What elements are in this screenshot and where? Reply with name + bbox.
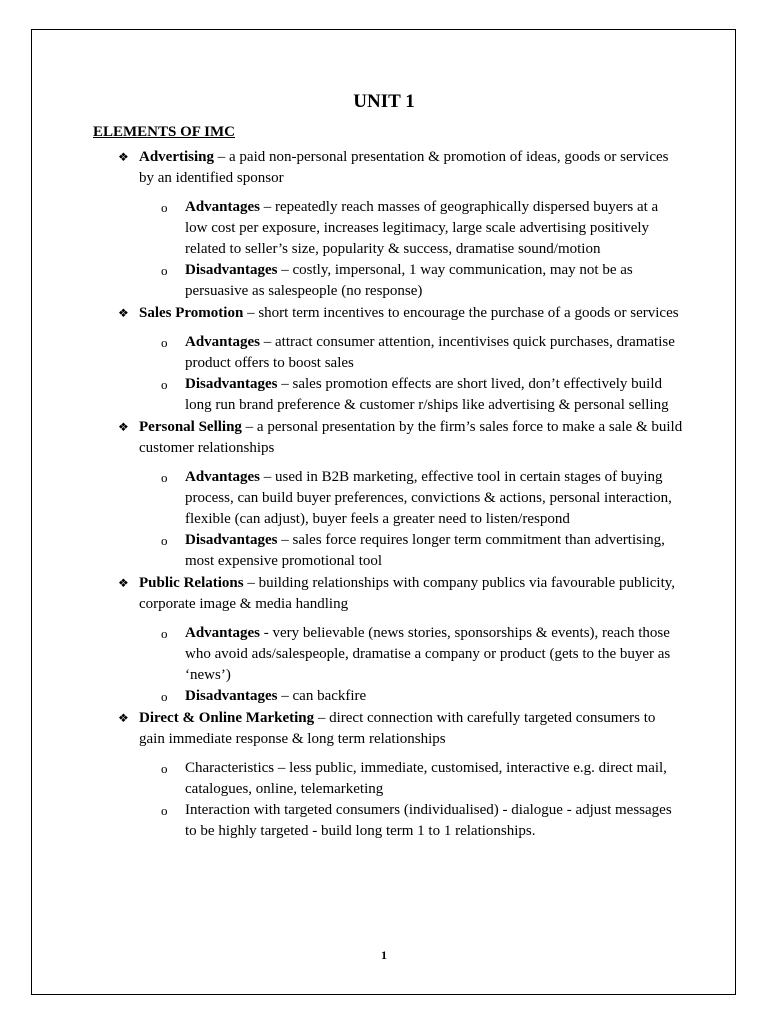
element-term: Advertising (139, 149, 214, 165)
element-personal-selling (93, 417, 683, 572)
diamond-bullet-icon: ❖ (118, 150, 129, 164)
diamond-bullet-icon: ❖ (118, 306, 129, 320)
sub-list (139, 197, 683, 302)
sub-item-disadvantages (93, 374, 683, 416)
sub-item-advantages (93, 467, 683, 530)
sub-item-disadvantages (93, 686, 683, 707)
page-title: UNIT 1 (353, 91, 415, 112)
circle-bullet-icon: o (161, 200, 168, 215)
element-advertising (93, 147, 683, 302)
element-desc: – building relationships with company publics via favourable publicity, corporate image & media handling (139, 575, 676, 612)
element-direct-online-marketing (93, 708, 683, 842)
sub-item-advantages (93, 623, 683, 686)
sub-list (139, 623, 683, 707)
element-term: Direct & Online Marketing (139, 710, 315, 726)
element-desc: – a paid non-personal presentation & promotion of ideas, goods or services by an identified sponsor (139, 149, 669, 186)
element-term: Personal Selling (139, 419, 242, 435)
sub-item-advantages (93, 197, 683, 260)
sub-term: Advantages (185, 469, 261, 485)
element-lead (139, 147, 683, 189)
element-desc: – a personal presentation by the firm’s sales force to make a sale & build customer relationships (139, 419, 683, 456)
sub-term: Disadvantages (185, 688, 278, 704)
element-lead (139, 708, 683, 750)
element-term: Public Relations (139, 575, 244, 591)
element-desc: – direct connection with carefully targeted consumers to gain immediate response & long term relationships (139, 710, 656, 747)
element-term: Sales Promotion (139, 305, 244, 321)
sub-desc: – sales promotion effects are short lived, don’t effectively build long run brand preference & customer r/ships like advertising & personal selling (185, 376, 669, 413)
element-lead (139, 417, 683, 459)
sub-term: Disadvantages (185, 262, 278, 278)
sub-term: Disadvantages (185, 532, 278, 548)
circle-bullet-icon: o (161, 533, 168, 548)
sub-desc: - very believable (news stories, sponsorships & events), reach those who avoid ads/salespeople, dramatise a company or product (gets to the buyer as ‘news’) (185, 625, 671, 683)
sub-desc: Characteristics – less public, immediate, customised, interactive e.g. direct mail, catalogues, online, telemarketing (185, 760, 667, 797)
diamond-bullet-icon: ❖ (118, 711, 129, 725)
sub-item-characteristics (93, 758, 683, 800)
circle-bullet-icon: o (161, 803, 168, 818)
circle-bullet-icon: o (161, 377, 168, 392)
sub-list (139, 467, 683, 572)
sub-list (139, 758, 683, 842)
sub-term: Advantages (185, 199, 261, 215)
elements-list (93, 147, 683, 842)
sub-item-disadvantages (93, 530, 683, 572)
circle-bullet-icon: o (161, 263, 168, 278)
sub-desc: – costly, impersonal, 1 way communication, may not be as persuasive as salespeople (no response) (185, 262, 633, 299)
sub-list (139, 332, 683, 416)
page-number: 1 (381, 948, 387, 962)
sub-term: Disadvantages (185, 376, 278, 392)
section-heading: ELEMENTS OF IMC (93, 124, 235, 140)
circle-bullet-icon: o (161, 761, 168, 776)
diamond-bullet-icon: ❖ (118, 420, 129, 434)
element-lead (139, 573, 683, 615)
element-public-relations (93, 573, 683, 707)
sub-item-disadvantages (93, 260, 683, 302)
sub-desc: Interaction with targeted consumers (individualised) - dialogue - adjust messages to be highly targeted - build long term 1 to 1 relationships. (185, 802, 672, 839)
sub-item-advantages (93, 332, 683, 374)
sub-term: Advantages (185, 334, 261, 350)
circle-bullet-icon: o (161, 626, 168, 641)
element-lead (139, 303, 683, 324)
sub-term: Advantages (185, 625, 261, 641)
sub-desc: – used in B2B marketing, effective tool in certain stages of buying process, can build buyer preferences, convictions & actions, personal interaction, flexible (can adjust), buyer feels a greater need to listen/respond (185, 469, 672, 527)
diamond-bullet-icon: ❖ (118, 576, 129, 590)
sub-desc: – attract consumer attention, incentivises quick purchases, dramatise product offers to boost sales (185, 334, 675, 371)
sub-item-interaction (93, 800, 683, 842)
element-sales-promotion (93, 303, 683, 416)
sub-desc: – can backfire (277, 688, 367, 704)
circle-bullet-icon: o (161, 335, 168, 350)
circle-bullet-icon: o (161, 470, 168, 485)
circle-bullet-icon: o (161, 689, 168, 704)
element-desc: – short term incentives to encourage the purchase of a goods or services (243, 305, 679, 321)
sub-desc: – sales force requires longer term commitment than advertising, most expensive promotional tool (185, 532, 665, 569)
sub-desc: – repeatedly reach masses of geographically dispersed buyers at a low cost per exposure, increases legitimacy, large scale advertising positively related to seller’s size, popularity & success, dramatise sound/motion (185, 199, 659, 257)
